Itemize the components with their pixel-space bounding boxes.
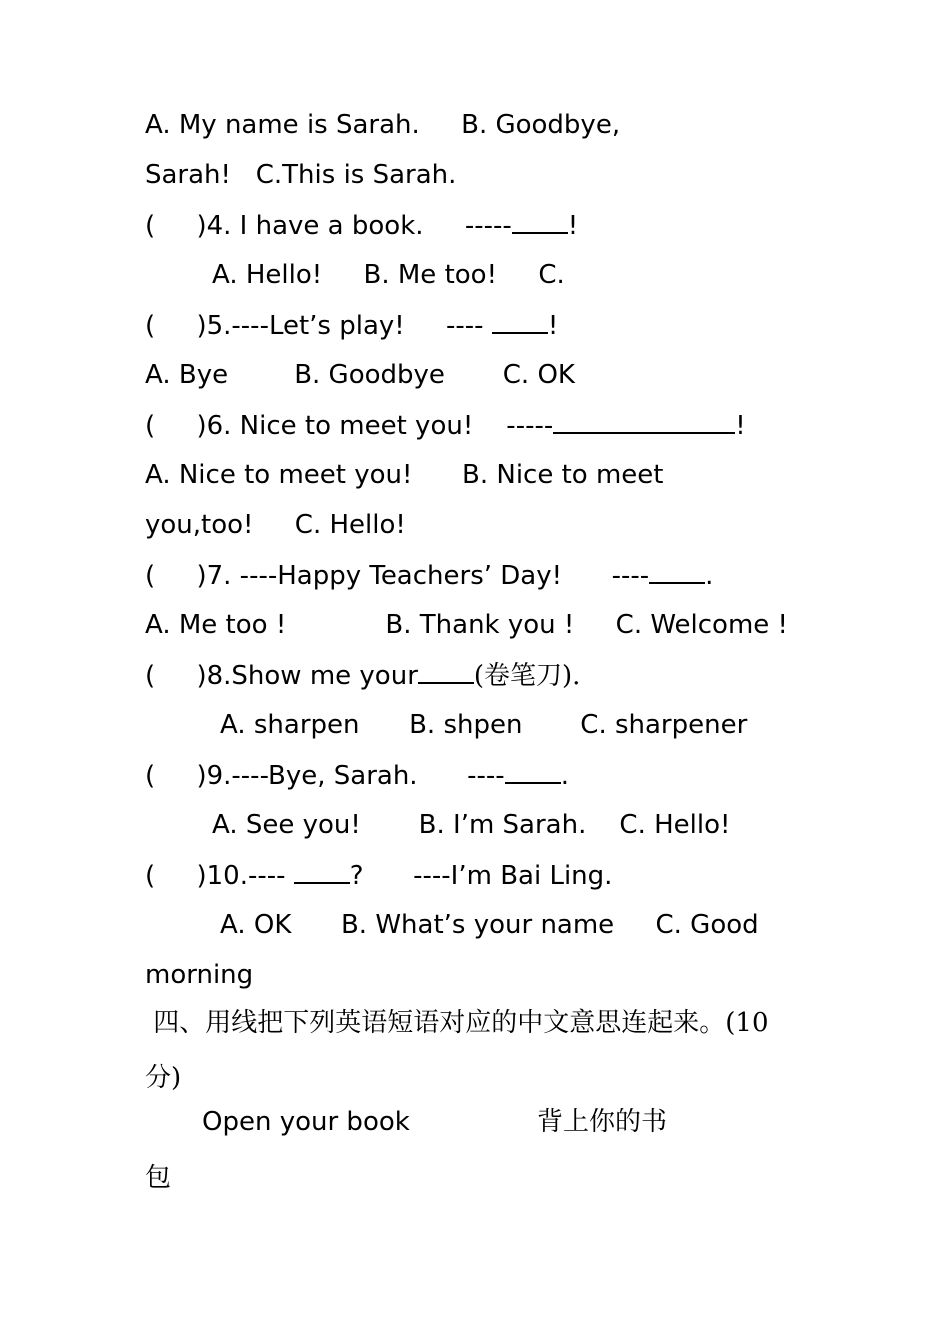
q3-options-line-2: Sarah! C.This is Sarah.: [145, 160, 457, 190]
question-8: [145, 658, 580, 693]
question-6: [145, 408, 746, 443]
question-7-options: A. Me too ! B. Thank you ! C. Welcome !: [145, 610, 788, 640]
answer-blank: [512, 208, 568, 234]
question-6-options-line-2: you,too! C. Hello!: [145, 510, 406, 540]
section-4-heading-cont: 分): [145, 1063, 182, 1093]
section-4-heading: 四、用线把下列英语短语对应的中文意思连起来。(10: [145, 1008, 769, 1038]
question-6-end: !: [735, 411, 746, 441]
question-9-options: A. See you! B. I’m Sarah. C. Hello!: [212, 810, 731, 840]
question-9-text: ( )9.----Bye, Sarah. ----: [145, 761, 505, 791]
question-7-text: ( )7. ----Happy Teachers’ Day! ----: [145, 561, 650, 591]
match-item-chinese-cont: 包: [145, 1163, 172, 1193]
answer-blank: [418, 658, 474, 684]
question-6-text: ( )6. Nice to meet you! -----: [145, 411, 554, 441]
question-5-options: A. Bye B. Goodbye C. OK: [145, 360, 575, 390]
question-10-options-line-1: A. OK B. What’s your name C. Good: [220, 910, 759, 940]
question-5-end: !: [547, 311, 559, 341]
match-item-chinese: 背上你的书: [537, 1107, 668, 1137]
answer-blank: [553, 408, 735, 434]
q3-options-line-1: A. My name is Sarah. B. Goodbye,: [145, 110, 621, 140]
question-9-end: .: [560, 761, 569, 791]
question-5: [145, 308, 558, 343]
question-4: [145, 208, 578, 243]
answer-blank: [649, 558, 705, 584]
question-7: [145, 558, 713, 593]
answer-blank: [505, 758, 561, 784]
question-10-text: ( )10.----: [145, 861, 294, 891]
question-8-end: (卷笔刀).: [473, 661, 581, 691]
answer-blank: [492, 308, 548, 334]
question-10-options-line-2: morning: [145, 960, 254, 990]
question-9: [145, 758, 569, 793]
question-4-options: A. Hello! B. Me too! C.: [212, 260, 565, 290]
question-4-text: ( )4. I have a book. -----: [145, 211, 512, 241]
question-8-options: A. sharpen B. shpen C. sharpener: [220, 710, 748, 740]
question-10-end: ? ----I’m Bai Ling.: [349, 861, 613, 891]
answer-blank: [294, 858, 350, 884]
question-5-text: ( )5.----Let’s play! ----: [145, 311, 492, 341]
question-6-options-line-1: A. Nice to meet you! B. Nice to meet: [145, 460, 664, 490]
match-item-english: Open your book: [202, 1107, 410, 1137]
question-7-end: .: [705, 561, 714, 591]
question-10: [145, 858, 612, 893]
question-4-end: !: [567, 211, 579, 241]
question-8-text: ( )8.Show me your: [145, 661, 418, 691]
